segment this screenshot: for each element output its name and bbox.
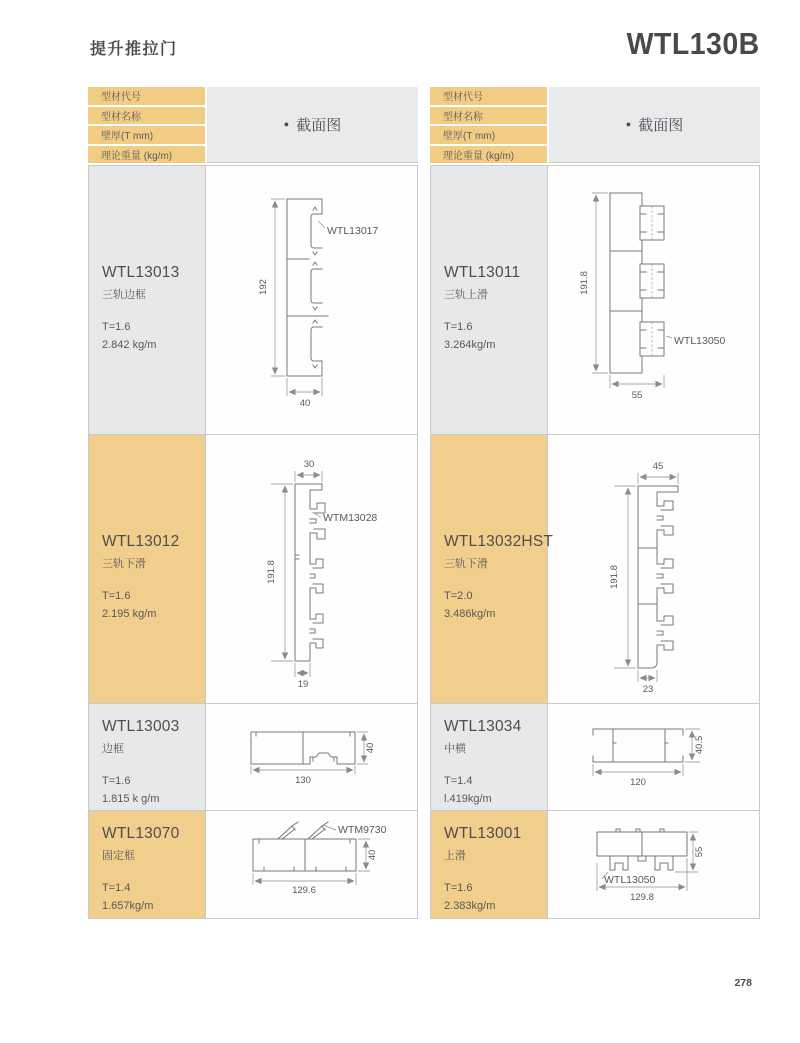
cross-section-wtl13034 — [548, 704, 759, 810]
profile-tables — [88, 87, 760, 919]
cross-section-drawing — [548, 435, 760, 704]
profile-row-wtl13003 — [89, 703, 417, 810]
page-number: 278 — [734, 977, 752, 989]
theoretical-weight: 1.657kg/m — [102, 900, 154, 912]
cross-section-wtl13011 — [548, 166, 759, 434]
dim-height: 191.8 — [266, 560, 277, 584]
cross-section-wtl13032hst — [548, 435, 759, 703]
header-profile-code: 型材代号 — [430, 87, 547, 105]
profile-code: WTL13001 — [444, 825, 522, 842]
wall-thickness: T=1.6 — [444, 882, 473, 894]
cross-section-drawing — [206, 811, 418, 919]
part-label: WTM9730 — [338, 824, 387, 836]
profile-info — [89, 811, 206, 918]
profile-row-wtl13034 — [431, 703, 759, 810]
cross-section-drawing — [206, 704, 418, 811]
part-label: WTL13050 — [674, 335, 726, 347]
part-label: WTL13050 — [604, 874, 656, 886]
cross-section-wtl13070 — [206, 811, 417, 918]
table-body — [430, 165, 760, 919]
profile-name: 上滑 — [444, 850, 466, 862]
profile-row-wtl13013 — [89, 166, 417, 434]
cross-section-drawing — [206, 166, 418, 434]
section-diagram-header — [207, 87, 418, 163]
profile-code: WTL13011 — [444, 264, 521, 281]
dim-width: 40 — [299, 398, 311, 409]
profile-code: WTL13034 — [444, 718, 522, 735]
profile-code: WTL13012 — [102, 533, 180, 550]
table-header — [430, 87, 760, 163]
wall-thickness: T=1.4 — [444, 775, 473, 787]
bullet-icon: ● — [625, 118, 632, 129]
dim-top: 30 — [303, 459, 315, 470]
profile-outline — [251, 732, 355, 764]
header-profile-name: 型材名称 — [430, 107, 547, 125]
profile-row-wtl13012 — [89, 434, 417, 703]
profile-code: WTL13003 — [102, 718, 180, 735]
table-body — [88, 165, 418, 919]
dim-width: 55 — [631, 390, 643, 401]
profile-outline — [295, 484, 325, 661]
theoretical-weight: l.419kg/m — [444, 793, 492, 805]
header-labels-column — [430, 87, 547, 163]
wall-thickness: T=1.4 — [102, 882, 131, 894]
dim-width: 129.8 — [630, 892, 654, 903]
dim-height: 40.5 — [694, 735, 705, 755]
dimension-lines — [271, 199, 325, 396]
profile-info — [431, 435, 554, 703]
profile-name: 三轨边框 — [102, 289, 146, 301]
profile-table-right — [430, 87, 760, 919]
dim-height: 40 — [365, 742, 376, 754]
profile-outline — [287, 199, 328, 376]
profile-info — [89, 435, 206, 703]
profile-row-wtl13032hst — [431, 434, 759, 703]
profile-info — [89, 166, 206, 434]
profile-outline — [593, 729, 683, 762]
part-label: WTL13017 — [327, 225, 379, 237]
theoretical-weight: 3.486kg/m — [444, 608, 496, 620]
dimension-lines — [614, 473, 678, 682]
profile-info — [431, 704, 548, 810]
profile-row-wtl13070 — [89, 810, 417, 918]
profile-name: 三轨下滑 — [102, 558, 146, 570]
header-wall-thickness: 壁厚(T mm) — [88, 126, 205, 144]
dimension-lines — [593, 729, 700, 776]
cross-section-wtl13012 — [206, 435, 417, 703]
dim-width: 120 — [630, 777, 646, 788]
profile-info — [431, 811, 548, 918]
wall-thickness: T=1.6 — [444, 321, 473, 333]
wall-thickness: T=1.6 — [102, 775, 131, 787]
profile-table-left — [88, 87, 418, 919]
theoretical-weight: 1.815 k g/m — [102, 793, 160, 805]
dim-height: 55 — [694, 846, 705, 858]
dim-bottom: 19 — [297, 679, 309, 690]
section-diagram-label: 截面图 — [638, 117, 684, 134]
profile-outline — [638, 486, 678, 668]
cross-section-drawing — [548, 704, 760, 811]
header-theoretical-weight: 理论重量 (kg/m) — [430, 146, 547, 164]
dimension-lines — [251, 732, 368, 774]
header-profile-code: 型材代号 — [88, 87, 205, 105]
cross-section-drawing — [206, 435, 418, 704]
profile-name: 中横 — [444, 743, 466, 755]
profile-outline — [597, 829, 687, 870]
profile-name: 边框 — [102, 743, 124, 755]
dim-top: 45 — [652, 461, 664, 472]
cross-section-drawing — [548, 811, 760, 919]
profile-info — [89, 704, 206, 810]
theoretical-weight: 2.383kg/m — [444, 900, 496, 912]
profile-row-wtl13011 — [431, 166, 759, 434]
profile-code: WTL13070 — [102, 825, 180, 842]
dim-height: 192 — [258, 279, 269, 295]
dim-width: 130 — [295, 775, 311, 786]
wall-thickness: T=1.6 — [102, 590, 131, 602]
cross-section-wtl13013 — [206, 166, 417, 434]
profile-name: 固定框 — [102, 850, 135, 862]
header-labels-column — [88, 87, 205, 163]
dim-height: 191.8 — [579, 271, 590, 295]
bullet-icon: ● — [283, 118, 290, 129]
header-wall-thickness: 壁厚(T mm) — [430, 126, 547, 144]
profile-name: 三轨下滑 — [444, 558, 488, 570]
dim-height: 40 — [367, 849, 378, 861]
table-header — [88, 87, 418, 163]
theoretical-weight: 3.264kg/m — [444, 339, 496, 351]
profile-row-wtl13001 — [431, 810, 759, 918]
dim-bottom: 23 — [642, 684, 654, 695]
model-code-title: WTL130B — [626, 26, 760, 61]
wall-thickness: T=1.6 — [102, 321, 131, 333]
profile-code: WTL13032HST — [444, 533, 554, 550]
profile-info — [431, 166, 548, 434]
section-diagram-header — [549, 87, 760, 163]
profile-code: WTL13013 — [102, 264, 180, 281]
header-profile-name: 型材名称 — [88, 107, 205, 125]
part-label: WTM13028 — [323, 512, 378, 524]
profile-name: 三轨上滑 — [444, 289, 488, 301]
theoretical-weight: 2.195 kg/m — [102, 608, 157, 620]
dim-height: 191.8 — [609, 565, 620, 589]
profile-outline — [610, 193, 664, 373]
dim-width: 129.6 — [292, 885, 316, 896]
cross-section-wtl13003 — [206, 704, 417, 810]
wall-thickness: T=2.0 — [444, 590, 473, 602]
theoretical-weight: 2.842 kg/m — [102, 339, 157, 351]
header-theoretical-weight: 理论重量 (kg/m) — [88, 146, 205, 164]
page-title: 提升推拉门 — [90, 41, 178, 58]
section-diagram-label: 截面图 — [296, 117, 342, 134]
cross-section-wtl13001 — [548, 811, 759, 918]
cross-section-drawing — [548, 166, 760, 434]
